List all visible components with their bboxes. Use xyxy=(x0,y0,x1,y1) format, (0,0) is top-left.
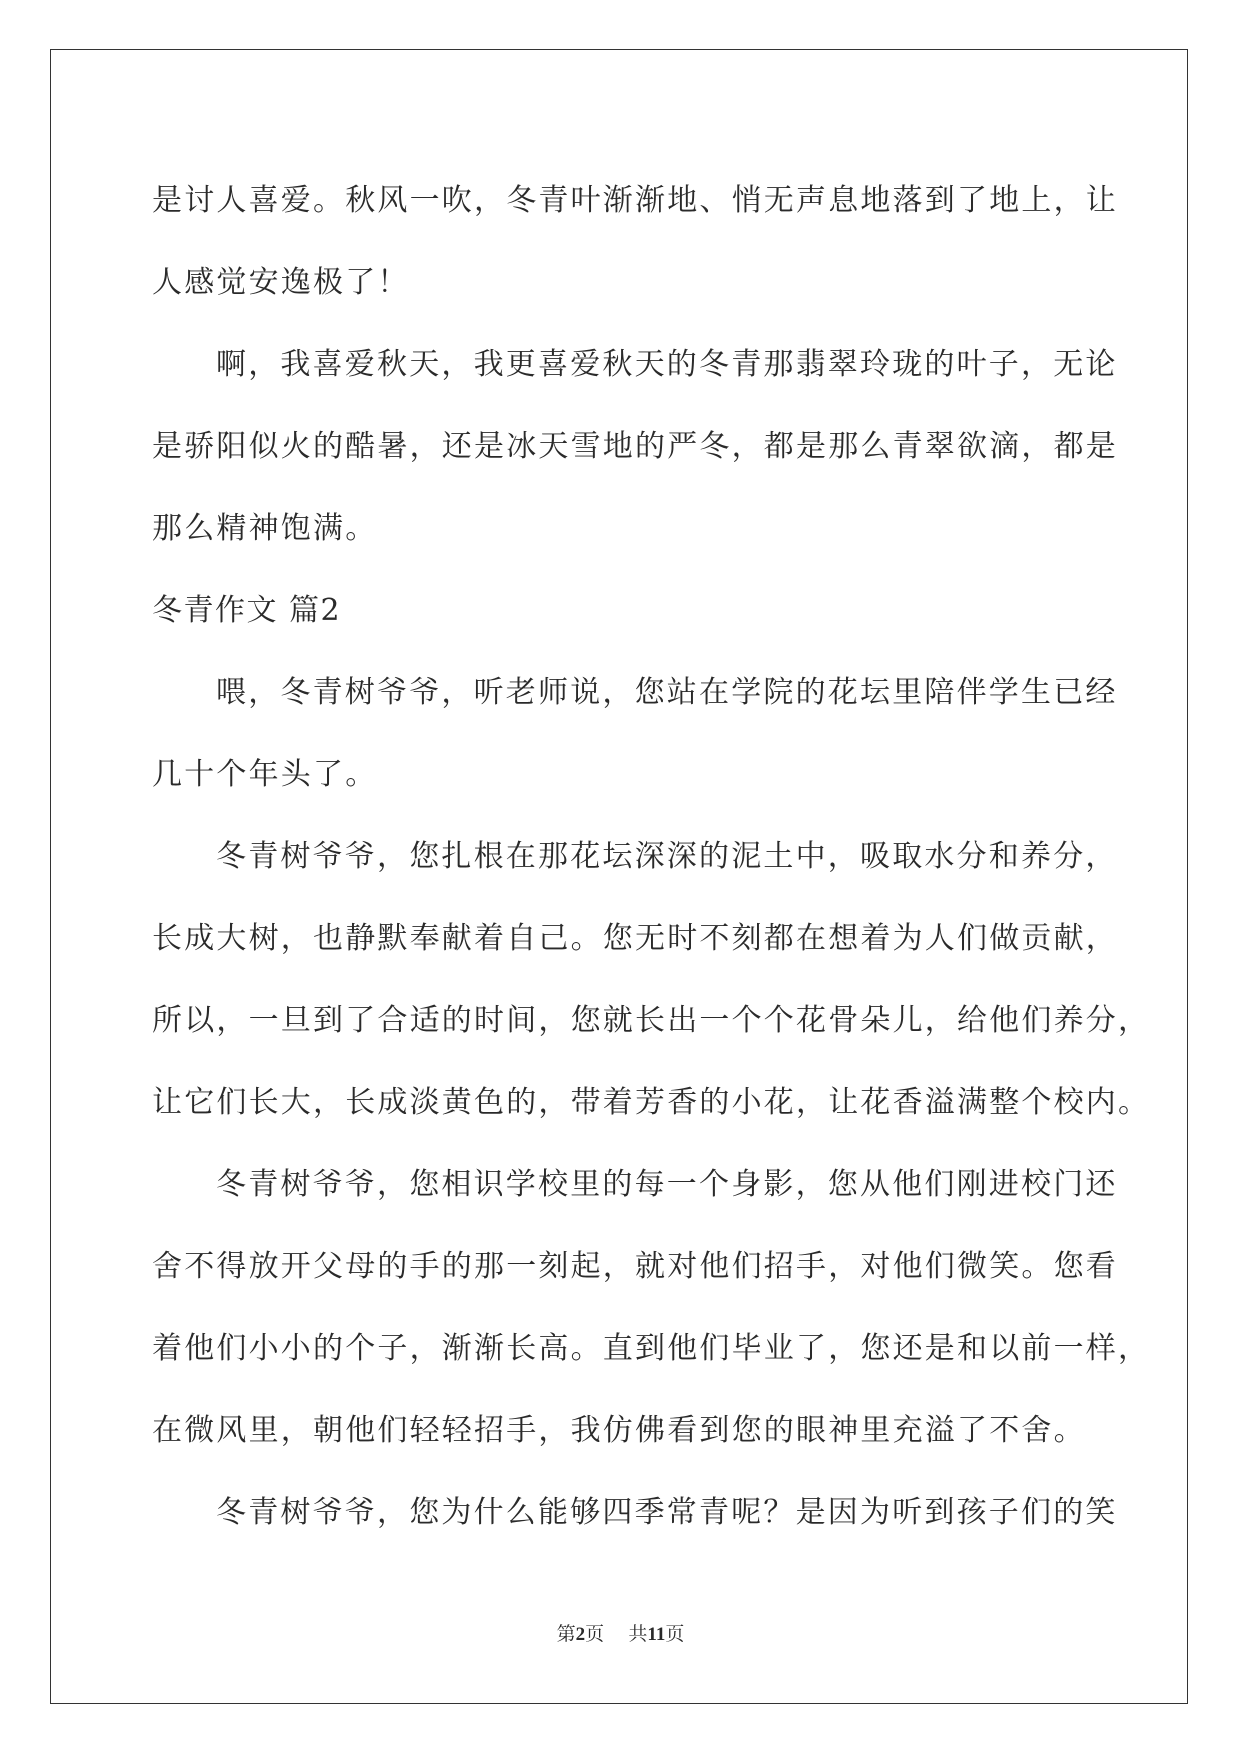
text-line: 长成大树，也静默奉献着自己。您无时不刻都在想着为人们做贡献， xyxy=(152,921,1118,956)
page-footer xyxy=(0,1622,1241,1647)
total-pages-number: 11 xyxy=(647,1624,666,1645)
text-line: 冬青树爷爷，您扎根在那花坛深深的泥土中，吸取水分和养分， xyxy=(216,839,1118,874)
footer-total-unit: 页 xyxy=(665,1623,685,1645)
text-line: 着他们小小的个子，渐渐长高。直到他们毕业了，您还是和以前一样， xyxy=(152,1331,1151,1366)
text-line: 几十个年头了。 xyxy=(152,757,378,792)
section-heading: 冬青作文 篇2 xyxy=(152,593,342,628)
text-line: 让它们长大，长成淡黄色的，带着芳香的小花，让花香溢满整个校内。 xyxy=(152,1085,1151,1120)
text-line: 喂，冬青树爷爷，听老师说，您站在学院的花坛里陪伴学生已经 xyxy=(216,675,1118,710)
text-line: 舍不得放开父母的手的那一刻起，就对他们招手，对他们微笑。您看 xyxy=(152,1249,1118,1284)
text-line: 冬青树爷爷，您为什么能够四季常青呢？是因为听到孩子们的笑 xyxy=(216,1495,1118,1530)
document-body xyxy=(152,160,1151,1554)
text-line: 那么精神饱满。 xyxy=(152,511,378,546)
text-line: 人感觉安逸极了！ xyxy=(152,265,410,300)
text-line: 是骄阳似火的酷暑，还是冰天雪地的严冬，都是那么青翠欲滴，都是 xyxy=(152,429,1118,464)
footer-total-prefix: 共 xyxy=(628,1623,648,1645)
footer-page-unit: 页 xyxy=(585,1623,605,1645)
text-line: 在微风里，朝他们轻轻招手，我仿佛看到您的眼神里充溢了不舍。 xyxy=(152,1413,1086,1448)
text-line: 冬青树爷爷，您相识学校里的每一个身影，您从他们刚进校门还 xyxy=(216,1167,1118,1202)
footer-prefix: 第 xyxy=(556,1623,576,1645)
text-line: 所以，一旦到了合适的时间，您就长出一个个花骨朵儿，给他们养分， xyxy=(152,1003,1151,1038)
text-line: 啊，我喜爱秋天，我更喜爱秋天的冬青那翡翠玲珑的叶子，无论 xyxy=(216,347,1118,382)
text-line: 是讨人喜爱。秋风一吹，冬青叶渐渐地、悄无声息地落到了地上，让 xyxy=(152,183,1118,218)
current-page-number: 2 xyxy=(575,1624,586,1645)
